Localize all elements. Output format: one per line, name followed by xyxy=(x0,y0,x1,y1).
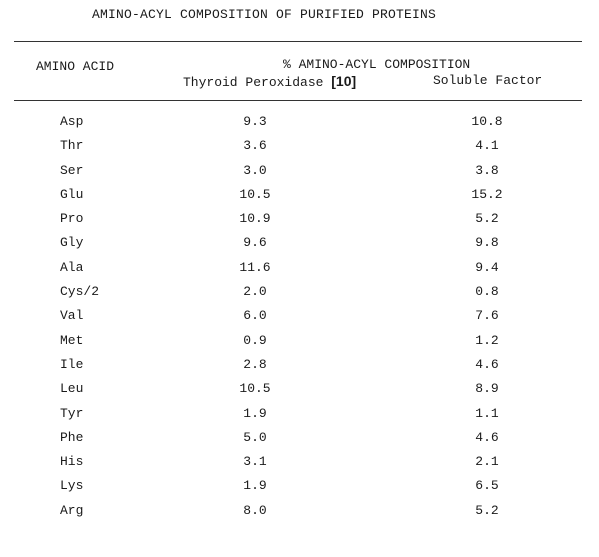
amino-acid-cell: Ser xyxy=(60,162,84,178)
amino-acid-cell: Lys xyxy=(60,478,84,494)
header-thyroid-peroxidase xyxy=(183,73,356,90)
thyroid-peroxidase-cell: 2.0 xyxy=(243,284,267,300)
soluble-factor-cell: 9.8 xyxy=(475,235,499,251)
thyroid-peroxidase-cell: 3.0 xyxy=(243,162,267,178)
thyroid-peroxidase-cell: 3.6 xyxy=(243,138,267,154)
thyroid-peroxidase-cell: 6.0 xyxy=(243,308,267,324)
amino-acid-cell: Glu xyxy=(60,186,84,202)
soluble-factor-cell: 7.6 xyxy=(475,308,499,324)
table-row xyxy=(0,260,599,284)
amino-acid-cell: Ile xyxy=(60,356,84,372)
header-amino-acid: AMINO ACID xyxy=(36,59,115,74)
table-row xyxy=(0,503,599,527)
amino-acid-cell: Val xyxy=(60,308,84,324)
table-row xyxy=(0,454,599,478)
table-row xyxy=(0,187,599,211)
table-row xyxy=(0,478,599,502)
soluble-factor-cell: 1.2 xyxy=(475,332,499,348)
header-rule xyxy=(14,100,582,101)
thyroid-peroxidase-cell: 5.0 xyxy=(243,429,267,445)
amino-acid-cell: Cys/2 xyxy=(60,284,100,300)
amino-acid-cell: Asp xyxy=(60,114,84,129)
table-row xyxy=(0,163,599,187)
table-row xyxy=(0,357,599,381)
amino-acid-cell: Leu xyxy=(60,381,84,397)
table-title: AMINO-ACYL COMPOSITION OF PURIFIED PROTEINS xyxy=(92,7,437,22)
amino-acid-cell: Tyr xyxy=(60,405,84,421)
header-soluble-factor: Soluble Factor xyxy=(433,73,543,88)
soluble-factor-cell: 4.6 xyxy=(475,429,499,445)
table-row xyxy=(0,430,599,454)
header-percent-composition: % AMINO-ACYL COMPOSITION xyxy=(283,57,471,72)
thyroid-peroxidase-cell: 2.8 xyxy=(243,356,267,372)
thyroid-peroxidase-cell: 9.6 xyxy=(243,235,267,251)
table-row xyxy=(0,211,599,235)
thyroid-peroxidase-cell: 1.9 xyxy=(243,478,267,494)
table-row xyxy=(0,138,599,162)
soluble-factor-cell: 1.1 xyxy=(475,405,499,421)
thyroid-peroxidase-cell: 8.0 xyxy=(243,502,267,518)
amino-acid-cell: Pro xyxy=(60,211,84,227)
soluble-factor-cell: 4.1 xyxy=(475,138,499,154)
thyroid-peroxidase-cell: 10.5 xyxy=(239,186,271,202)
amino-acid-cell: His xyxy=(60,454,84,470)
top-rule xyxy=(14,41,582,42)
thyroid-peroxidase-cell: 0.9 xyxy=(243,332,267,348)
amino-acid-cell: Thr xyxy=(60,138,84,154)
table-row xyxy=(0,308,599,332)
soluble-factor-cell: 4.6 xyxy=(475,356,499,372)
table-row xyxy=(0,381,599,405)
table-row xyxy=(0,114,599,138)
soluble-factor-cell: 10.8 xyxy=(471,114,503,129)
amino-acid-cell: Phe xyxy=(60,429,84,445)
thyroid-peroxidase-cell: 10.5 xyxy=(239,381,271,397)
table-row xyxy=(0,333,599,357)
soluble-factor-cell: 0.8 xyxy=(475,284,499,300)
soluble-factor-cell: 6.5 xyxy=(475,478,499,494)
soluble-factor-cell: 3.8 xyxy=(475,162,499,178)
thyroid-peroxidase-cell: 10.9 xyxy=(239,211,271,227)
amino-acid-cell: Ala xyxy=(60,259,84,275)
header-thyroid-label: Thyroid Peroxidase xyxy=(183,75,324,90)
soluble-factor-cell: 15.2 xyxy=(471,186,503,202)
soluble-factor-cell: 5.2 xyxy=(475,211,499,227)
amino-acid-cell: Met xyxy=(60,332,84,348)
soluble-factor-cell: 9.4 xyxy=(475,259,499,275)
soluble-factor-cell: 2.1 xyxy=(475,454,499,470)
amino-acid-cell: Arg xyxy=(60,502,84,518)
table-body xyxy=(0,114,599,527)
thyroid-peroxidase-cell: 3.1 xyxy=(243,454,267,470)
table-row xyxy=(0,284,599,308)
soluble-factor-cell: 5.2 xyxy=(475,502,499,518)
table-row xyxy=(0,235,599,259)
table-row xyxy=(0,406,599,430)
amino-acid-cell: Gly xyxy=(60,235,84,251)
thyroid-peroxidase-cell: 11.6 xyxy=(239,259,271,275)
soluble-factor-cell: 8.9 xyxy=(475,381,499,397)
header-thyroid-reference: [10] xyxy=(331,73,357,89)
thyroid-peroxidase-cell: 1.9 xyxy=(243,405,267,421)
thyroid-peroxidase-cell: 9.3 xyxy=(243,114,267,129)
